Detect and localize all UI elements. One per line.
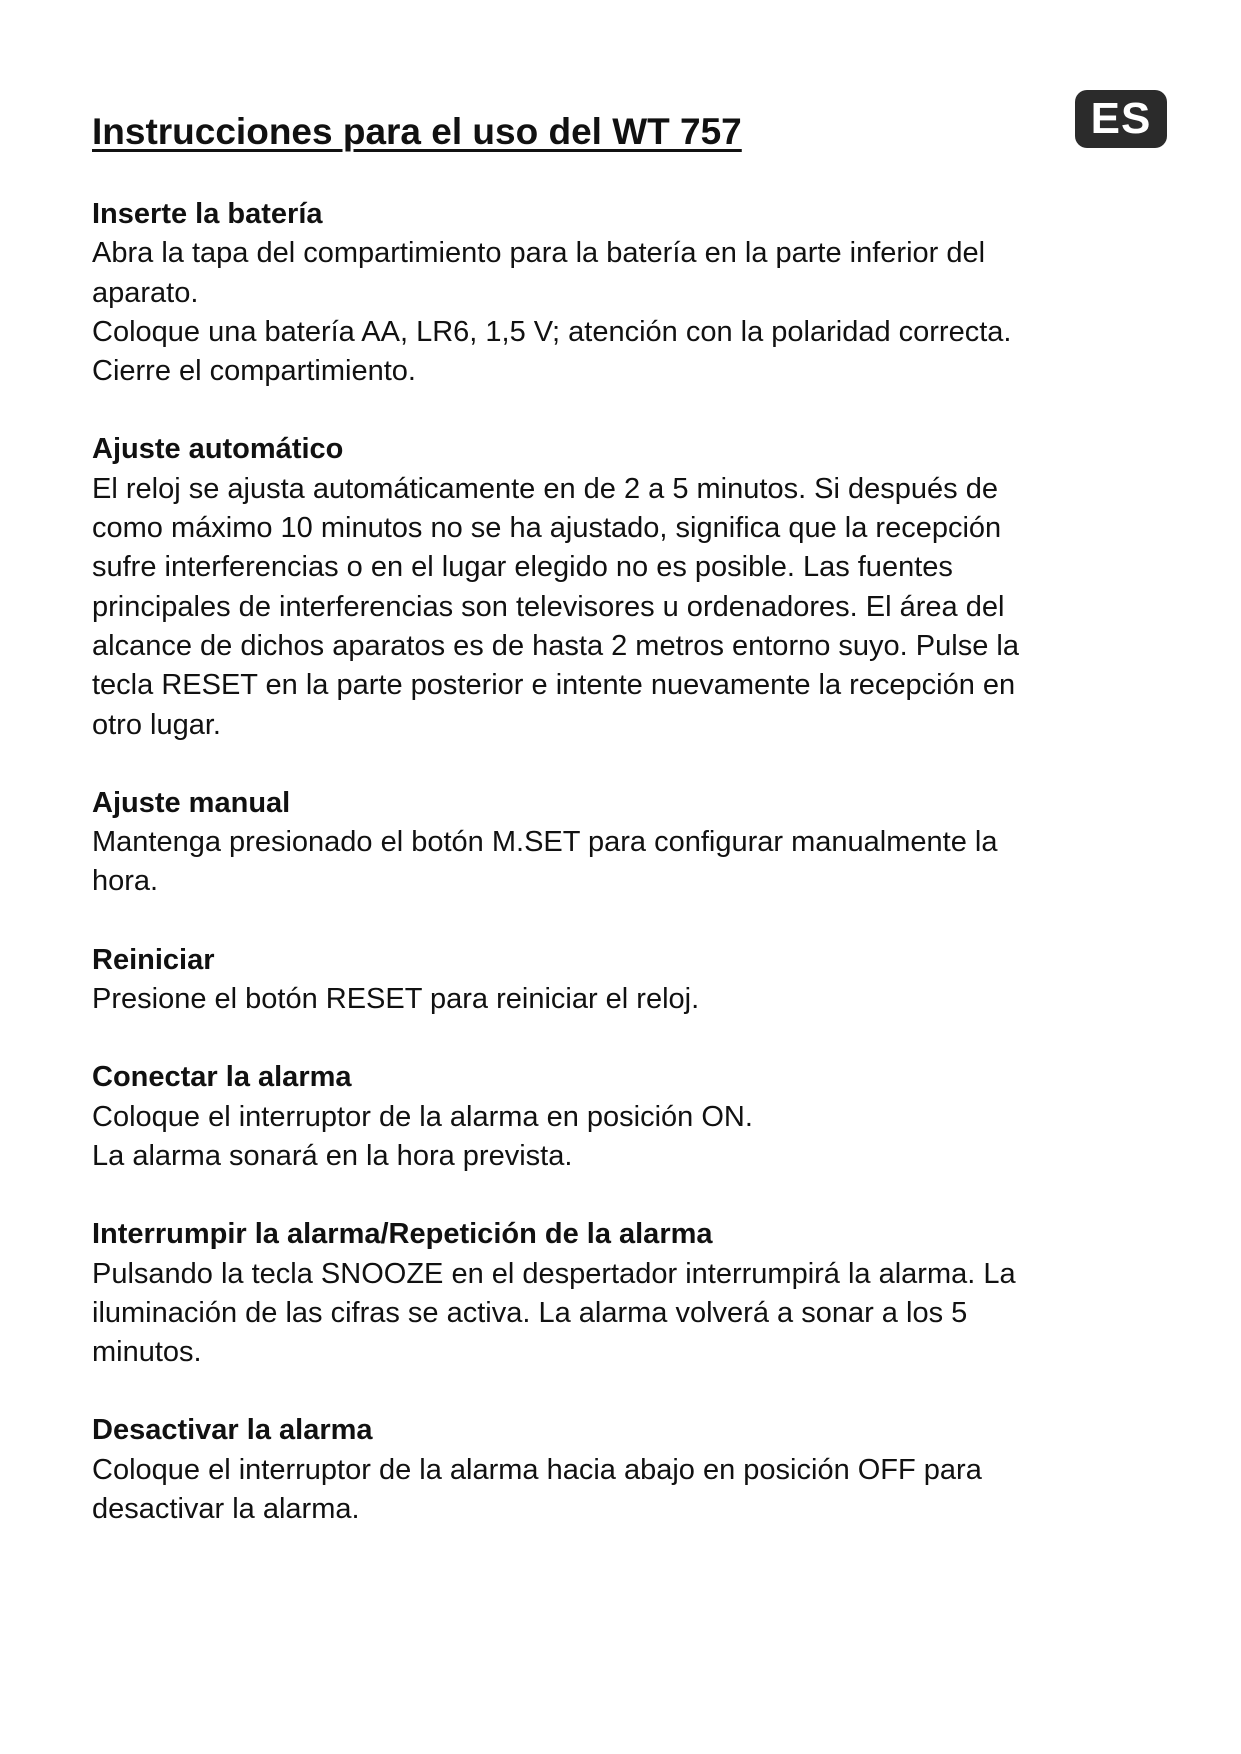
- section-snooze-alarm: [92, 1215, 1162, 1372]
- page-title: Instrucciones para el uso del WT 757: [92, 111, 742, 152]
- section-body: Mantenga presionado el botón M.SET para configurar manualmente la hora.: [92, 826, 998, 898]
- section-disable-alarm: [92, 1411, 1162, 1529]
- language-badge: ES: [1075, 90, 1167, 148]
- section-body: El reloj se ajusta automáticamente en de 2 a 5 minutos. Si después de como máximo 10 minutos no se ha ajustado, significa que la recepción sufre interferencias o en el lugar elegido no es posible. Las fuentes principales de interferencias son televisores u ordenadores. El área del alcance de dichos aparatos es de hasta 2 metros entorno suyo. Pulse la tecla RESET en la parte posterior e intente nuevamente la recepción en otro lugar.: [92, 472, 1019, 741]
- section-automatic-setting: [92, 430, 1162, 744]
- section-heading: Interrumpir la alarma/Repetición de la alarma: [92, 1218, 713, 1251]
- section-heading: Desactivar la alarma: [92, 1414, 373, 1447]
- section-reset: [92, 941, 1162, 1020]
- section-enable-alarm: [92, 1058, 1162, 1176]
- section-heading: Conectar la alarma: [92, 1061, 352, 1094]
- section-heading: Ajuste manual: [92, 786, 291, 819]
- section-body: Pulsando la tecla SNOOZE en el despertador interrumpirá la alarma. La iluminación de las cifras se activa. La alarma volverá a sonar a los 5 minutos.: [92, 1257, 1016, 1369]
- section-heading: Ajuste automático: [92, 433, 344, 466]
- section-body: Coloque el interruptor de la alarma en posición ON. La alarma sonará en la hora prevista.: [92, 1100, 753, 1172]
- section-heading: Reiniciar: [92, 943, 215, 976]
- instructions-content: [92, 195, 1162, 1568]
- section-body: Presione el botón RESET para reiniciar el reloj.: [92, 983, 700, 1016]
- section-manual-setting: [92, 784, 1162, 902]
- section-body: Coloque el interruptor de la alarma hacia abajo en posición OFF para desactivar la alarma.: [92, 1453, 982, 1526]
- section-heading: Inserte la batería: [92, 198, 323, 230]
- section-body: Abra la tapa del compartimiento para la batería en la parte inferior del aparato. Coloque una batería AA, LR6, 1,5 V; atención con la polaridad correcta. Cierre el compartimiento.: [92, 237, 1012, 388]
- section-insert-battery: [92, 195, 1162, 391]
